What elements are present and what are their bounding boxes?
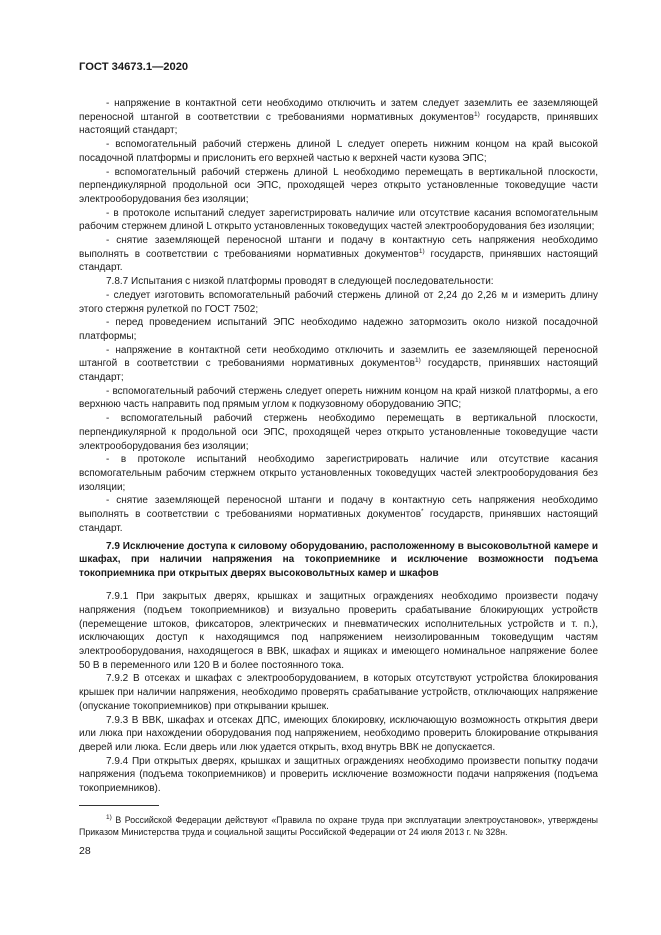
paragraph-7-9-2: 7.9.2 В отсеках и шкафах с электрооборудованием, в которых отсутствуют устройства блокирования крышек при наличии напряжения, необходимо проверять срабатывание устройств, отключающих напряжение (опускание токоприемников) при открывании крышек. xyxy=(79,673,598,712)
page-number: 28 xyxy=(79,845,91,857)
paragraph-7-9-1: 7.9.1 При закрытых дверях, крышках и защитных ограждениях необходимо произвести подачу напряжения (подъем токоприемников) и визуально проверить срабатывание блокирующих устройств (перемещение штоков, фиксаторов, электрических и пневматических исполнительных устройств и т. п.), исключающих доступ к находящимся под напряжением неизолированным токоведущим частям электрооборудования, находящегося в ВВК, шкафах и ящиках и имеющего номинальное напряжение более 50 В в переменного или 120 В и более постоянного тока. xyxy=(79,591,598,671)
section-heading: 7.9 Исключение доступа к силовому оборудованию, расположенному в высоковольтной камере и шкафах, при наличии напряжения на токоприемнике и исключение возможности подъема токоприемника при открытых дверях высоковольтных камер и шкафов xyxy=(79,540,598,580)
paragraph-7-9-4: 7.9.4 При открытых дверях, крышках и защитных ограждениях необходимо произвести попытку подачи напряжения (подъема токоприемников) и проверить исключение возможности подачи напряжения (подъема токоприемников). xyxy=(79,755,598,795)
footnote-ref: * xyxy=(421,508,424,516)
footnote: $^{1)}$ В Российской Федерации действуют «Правила по охране труда при эксплуатации электроустановок», утверждены Приказом Министерства труда и социальной защиты Российской Федерации от 24 июля 2013 г. № 328н. xyxy=(79,814,598,838)
paragraph-7-9-3: 7.9.3 В ВВК, шкафах и отсеках ДПС, имеющих блокировку, исключающую возможность открытия двери или люка при нахождении оборудования под напряжением, необходимо проверить блокирование открывания дверей или люка. Если дверь или люк удается открыть, вход внутрь ВВК не допускается. xyxy=(79,714,598,753)
footnote-marker: 1) xyxy=(106,814,112,821)
paragraph-6: 7.8.7 Испытания с низкой платформы проводят в следующей последовательности: xyxy=(106,276,494,288)
paragraph-11: - вспомогательный рабочий стержень необходимо перемещать в вертикальной плоскости, перпендикулярной к продольной оси ЭПС, проходящей через открыто установленные токоведущие части электрооборудования без изоляции; xyxy=(79,413,598,452)
footnote-divider xyxy=(79,805,159,806)
paragraph-3: - вспомогательный рабочий стержень длиной L необходимо перемещать в вертикальной плоскости, перпендикулярной продольной оси ЭПС, проходящей через открыто установленные токоведущие части электрооборудования без изоляции; xyxy=(79,166,598,205)
paragraph-10: - вспомогательный рабочий стержень следует опереть нижним концом на край низкой платформы, а его верхнюю часть направить под прямым углом к подкузовному оборудованию ЭПС; xyxy=(79,385,598,411)
paragraph-2: - вспомогательный рабочий стержень длиной L следует опереть нижним концом на край высокой посадочной платформы и прислонить его верхней частью к верхней части кузова ЭПС; xyxy=(79,139,598,164)
paragraph-4: - в протоколе испытаний следует зарегистрировать наличие или отсутствие касания вспомогательным рабочим стержнем длиной L открыто установленных токоведущих частей электрооборудования без изоляции; xyxy=(79,207,598,233)
footnote-ref: 1) xyxy=(414,357,421,365)
footnote-ref: 1) xyxy=(418,247,425,255)
paragraph-9: - напряжение в контактной сети необходимо отключить и заземлить ее заземляющей переносной штангой в соответствии с требованиями нормативных документов$^{1)}$ государств, принявших настоящий стандарт; xyxy=(79,344,598,384)
paragraph-7: - следует изготовить вспомогательный рабочий стержень длиной от 2,24 до 2,26 м и измерить длину этого стержня рулеткой по ГОСТ 7502; xyxy=(79,289,598,315)
paragraph-13: - снятие заземляющей переносной штанги и подачу в контактную сеть напряжения необходимо выполнять в соответствии с требованиями нормативных документов* государств, принявших настоящий стандарт. xyxy=(79,495,598,534)
document-header: ГОСТ 34673.1—2020 xyxy=(79,61,189,73)
paragraph-12: - в протоколе испытаний необходимо зарегистрировать наличие или отсутствие касания вспомогательным рабочим стержнем открыто установленных токоведущих частей электрооборудования без изоляции; xyxy=(79,454,598,493)
footnote-ref: 1) xyxy=(473,110,480,118)
paragraph-8: - перед проведением испытаний ЭПС необходимо надежно затормозить около низкой посадочной платформы; xyxy=(79,317,598,342)
document-body xyxy=(79,97,598,796)
paragraph-1: - напряжение в контактной сети необходимо отключить и затем следует заземлить ее заземляющей переносной штангой в соответствии с требованиями нормативных документов$^{1)}$ государств, принявших настоящий стандарт; xyxy=(79,98,599,137)
paragraph-5: - снятие заземляющей переносной штанги и подачу в контактную сеть напряжения необходимо выполнять в соответствии с требованиями нормативных документов$^{1)}$ государств, принявших настоящий стандарт. xyxy=(79,235,598,274)
